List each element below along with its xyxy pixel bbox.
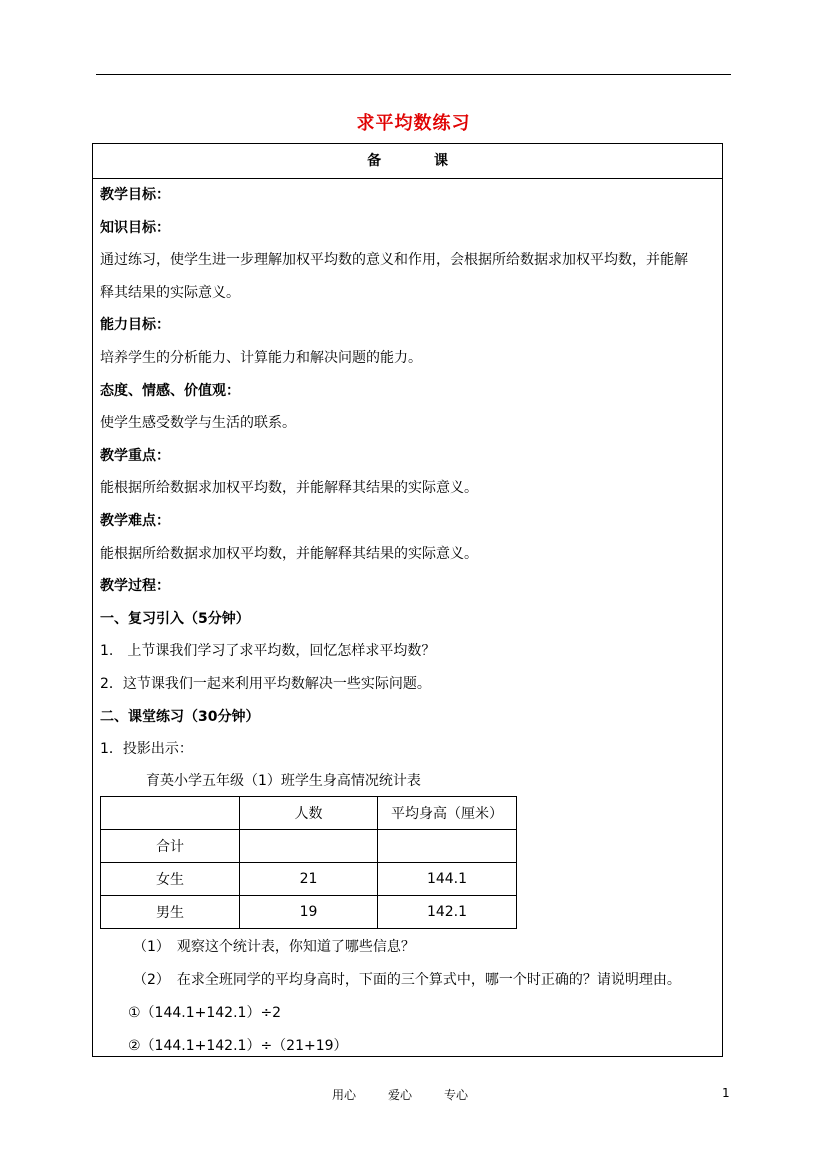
section-heading: 知识目标： (100, 220, 170, 236)
body-text: 1．投影出示： (100, 741, 193, 757)
table-cell: 144.1 (378, 863, 517, 896)
section-heading: 一、复习引入（5分钟） (100, 611, 250, 627)
formula-option-1: ①（144.1+142.1）÷2 (128, 1005, 282, 1021)
body-text: 培养学生的分析能力、计算能力和解决问题的能力。 (100, 350, 422, 366)
frame-header (93, 144, 722, 179)
table-header-row (101, 797, 517, 830)
table-cell: 19 (240, 896, 378, 929)
table-row (101, 830, 517, 863)
header-rule (96, 74, 731, 75)
table-cell: 男生 (101, 896, 240, 929)
body-text: 使学生感受数学与生活的联系。 (100, 415, 296, 431)
body-text: 能根据所给数据求加权平均数，并能解释其结果的实际意义。 (100, 546, 478, 562)
table-cell: 合计 (101, 830, 240, 863)
formula-option-2: ②（144.1+142.1）÷（21+19） (128, 1038, 348, 1054)
footer-motto-2: 爱心 (388, 1088, 413, 1102)
document-title: 求平均数练习 (356, 113, 471, 134)
section-heading: 教学重点： (100, 448, 170, 464)
header-cell-lesson: 课 (433, 153, 448, 169)
table-cell (240, 830, 378, 863)
table-row (101, 863, 517, 896)
body-text: 2．这节课我们一起来利用平均数解决一些实际问题。 (100, 676, 431, 692)
question-2: （2） 在求全班同学的平均身高时，下面的三个算式中，哪一个时正确的？请说明理由。 (133, 972, 681, 988)
stat-table-caption: 育英小学五年级（1）班学生身高情况统计表 (146, 773, 421, 789)
footer-motto-3: 专心 (444, 1088, 469, 1102)
table-row (101, 896, 517, 929)
body-text: 释其结果的实际意义。 (100, 285, 240, 301)
section-heading: 教学目标： (100, 187, 170, 203)
page-number: 1 (722, 1086, 730, 1100)
question-1: （1） 观察这个统计表，你知道了哪些信息？ (133, 939, 415, 955)
section-heading: 态度、情感、价值观： (100, 383, 240, 399)
table-header-cell: 人数 (240, 797, 378, 830)
table-cell (378, 830, 517, 863)
table-cell: 21 (240, 863, 378, 896)
section-heading: 教学难点： (100, 513, 170, 529)
table-header-cell: 平均身高（厘米） (378, 797, 517, 830)
section-heading: 能力目标： (100, 317, 170, 333)
footer-motto-1: 用心 (332, 1088, 357, 1102)
body-text: 通过练习，使学生进一步理解加权平均数的意义和作用，会根据所给数据求加权平均数，并能解 (100, 252, 688, 268)
table-cell: 142.1 (378, 896, 517, 929)
body-text: 1. 上节课我们学习了求平均数，回忆怎样求平均数？ (100, 643, 436, 659)
section-heading: 二、课堂练习（30分钟） (100, 709, 260, 725)
header-cell-prepare: 备 (367, 153, 382, 169)
table-header-cell (101, 797, 240, 830)
stat-table (100, 796, 517, 929)
section-heading: 教学过程： (100, 578, 170, 594)
table-cell: 女生 (101, 863, 240, 896)
body-text: 能根据所给数据求加权平均数，并能解释其结果的实际意义。 (100, 480, 478, 496)
